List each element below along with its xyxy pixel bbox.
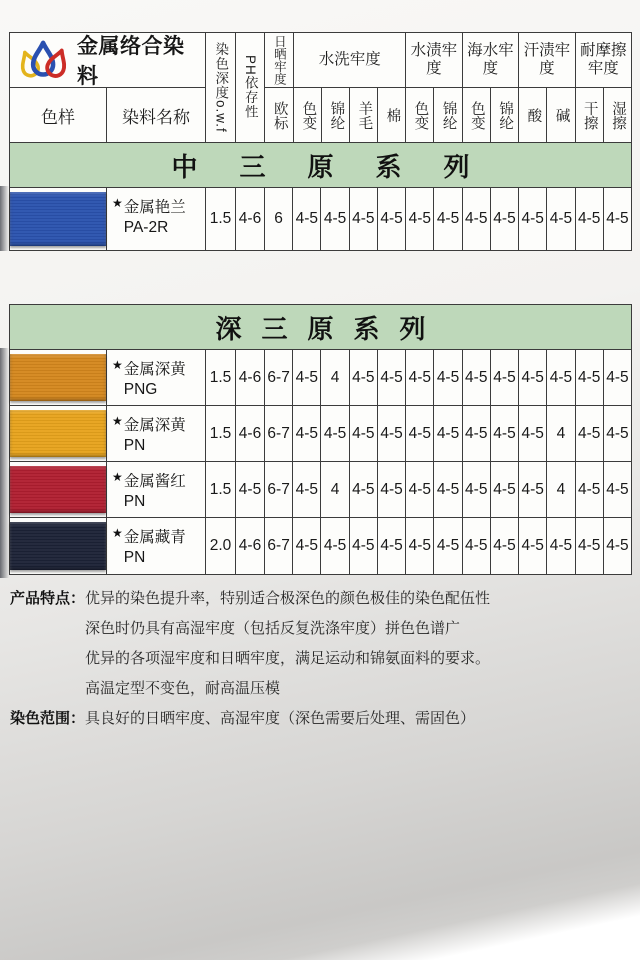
- fastness-value: 4-5: [406, 462, 434, 517]
- fabric-swatch: [10, 354, 106, 401]
- fastness-value: 4-5: [293, 188, 321, 250]
- fastness-value: 4-5: [406, 518, 434, 574]
- features-label: 产品特点：: [10, 590, 86, 607]
- group-label-light-fastness: 日晒牢度: [265, 33, 293, 88]
- col-header-cotton: 棉: [384, 107, 401, 123]
- color-sample-cell: [10, 406, 107, 461]
- group-label-wash-fastness: 水洗牢度: [294, 33, 405, 88]
- fastness-value: 4-5: [519, 406, 547, 461]
- fastness-value: 4-5: [378, 350, 406, 405]
- col-header-nylon: 锦纶: [322, 88, 350, 142]
- col-header-sample: 色样: [10, 88, 107, 142]
- fastness-value: 6: [265, 188, 293, 250]
- fastness-value: 4-5: [491, 350, 519, 405]
- dye-name-text: 金属酱红 PN: [123, 473, 186, 511]
- fastness-table-deep-series: [9, 304, 632, 575]
- brand-and-name-columns: [10, 33, 206, 142]
- fastness-value: 4-5: [434, 406, 462, 461]
- col-group-seawater-fastness: [463, 33, 519, 142]
- deep-series-rows: [10, 350, 631, 574]
- dye-name-cell: [107, 350, 206, 405]
- dye-name-text: 金属深黄 PNG: [123, 361, 186, 399]
- fastness-value: 6-7: [265, 350, 293, 405]
- group-label-seawater: 海水牢度: [463, 33, 518, 88]
- brand-cell: [10, 33, 205, 88]
- fastness-value: 4-5: [519, 462, 547, 517]
- dye-range-row: [10, 704, 632, 734]
- fastness-value: 4-5: [350, 350, 378, 405]
- fastness-value: 4-5: [378, 518, 406, 574]
- fabric-swatch: [10, 466, 106, 513]
- col-group-perspiration-fastness: [519, 33, 575, 142]
- fastness-value: 4-5: [576, 406, 604, 461]
- series-banner-mid: [10, 143, 631, 188]
- fastness-value: 4-5: [321, 518, 349, 574]
- fastness-value: 4-5: [293, 350, 321, 405]
- fastness-value: 4: [547, 406, 575, 461]
- fastness-value: 4-6: [236, 188, 265, 250]
- dye-range-lines: [85, 704, 475, 734]
- star-icon: ★: [112, 196, 123, 210]
- features-lines: [85, 584, 490, 704]
- fastness-value: 4-5: [350, 406, 378, 461]
- fastness-value: 4-5: [321, 406, 349, 461]
- col-group-light-fastness: [265, 33, 294, 142]
- dye-row: [10, 518, 631, 574]
- col-header-acid: 酸: [519, 88, 547, 142]
- sample-name-header-row: [10, 88, 205, 142]
- col-header-alkali: 碱: [553, 107, 570, 123]
- fastness-value: 4-5: [406, 406, 434, 461]
- fastness-value: 4-5: [519, 518, 547, 574]
- feature-line: 深色时仍具有高湿牢度（包括反复洗涤牢度）拼色色谱广: [85, 620, 461, 637]
- series-banner-text: 深三原系列: [215, 313, 446, 344]
- fastness-value: 4-5: [606, 368, 629, 386]
- fastness-value: 4-5: [378, 462, 406, 517]
- col-header-color-change: 色变: [294, 88, 322, 142]
- fastness-value: 4-6: [236, 350, 265, 405]
- group-label-perspiration: 汗渍牢度: [519, 33, 574, 88]
- fastness-value: 1.5: [206, 406, 236, 461]
- fastness-value: 4-6: [236, 518, 265, 574]
- dye-name-cell: [107, 188, 206, 250]
- col-header-nylon: 锦纶: [497, 100, 514, 130]
- col-group-wash-fastness: [294, 33, 406, 142]
- fastness-value: 4-5: [293, 518, 321, 574]
- col-header-euro-standard: 欧标: [271, 100, 288, 130]
- star-icon: ★: [112, 414, 123, 428]
- fastness-value: 4-5: [606, 210, 629, 227]
- fastness-value: 4: [321, 350, 349, 405]
- fastness-value: 4-6: [236, 406, 265, 461]
- col-header-dye-name: 染料名称: [122, 107, 190, 127]
- fastness-value: 4-5: [293, 462, 321, 517]
- series-banner-deep: [10, 305, 631, 350]
- fastness-value: 4-5: [606, 424, 629, 442]
- col-header-nylon: 锦纶: [440, 100, 457, 130]
- features-row: [10, 584, 632, 704]
- brand-title: 金属络合染料: [77, 35, 185, 88]
- fastness-value: 4-5: [350, 518, 378, 574]
- feature-line: 高温定型不变色，耐高温压模: [85, 680, 281, 697]
- fastness-value: 4-5: [463, 350, 491, 405]
- feature-line: 优异的各项湿牢度和日晒牢度，满足运动和锦氨面料的要求。: [85, 650, 491, 667]
- fastness-value: 4-5: [491, 462, 519, 517]
- fastness-value: 6-7: [265, 406, 293, 461]
- fastness-value: 4-5: [547, 188, 575, 250]
- fastness-value: 4-5: [434, 518, 462, 574]
- fastness-value: 4-5: [463, 406, 491, 461]
- dye-name-cell: [107, 462, 206, 517]
- fastness-value: 4-5: [434, 350, 462, 405]
- dye-name-text: 金属藏青 PN: [123, 529, 186, 567]
- fastness-value: 4-5: [606, 480, 629, 498]
- fastness-value: 4-5: [350, 188, 378, 250]
- fastness-value: 4-5: [378, 406, 406, 461]
- fastness-value: 4-5: [321, 188, 349, 250]
- fastness-value: 4-5: [236, 462, 265, 517]
- fastness-value: 4-5: [406, 188, 434, 250]
- fastness-value: 4-5: [434, 188, 462, 250]
- fastness-value: 4-5: [576, 188, 604, 250]
- star-icon: ★: [112, 358, 123, 372]
- group-label-water-stain: 水渍牢度: [406, 33, 461, 88]
- dye-name-cell: [107, 406, 206, 461]
- fastness-value: 4-5: [463, 518, 491, 574]
- color-sample-cell: [10, 188, 107, 250]
- fastness-value: 4-5: [434, 462, 462, 517]
- col-header-color-change: 色变: [406, 88, 434, 142]
- product-notes: [10, 584, 632, 734]
- dye-row: [10, 188, 631, 250]
- star-icon: ★: [112, 470, 123, 484]
- fastness-value: 4-5: [519, 350, 547, 405]
- col-group-water-stain-fastness: [406, 33, 462, 142]
- fabric-swatch: [10, 522, 106, 570]
- fastness-value: 4-5: [519, 188, 547, 250]
- fastness-value: 4-5: [406, 350, 434, 405]
- feature-line: 优异的染色提升率，特别适合极深色的颜色极佳的染色配伍性: [85, 590, 491, 607]
- star-icon: ★: [112, 526, 123, 540]
- page-edge-shadow: [0, 186, 9, 251]
- fastness-value: 4: [547, 462, 575, 517]
- fastness-table-mid-series: [9, 32, 632, 251]
- dye-range-line: 具良好的日晒牢度、高湿牢度（深色需要后处理、需固色）: [85, 710, 476, 727]
- group-label-rubbing: 耐摩擦牢度: [576, 33, 631, 88]
- col-header-wet-rub: 湿擦: [610, 100, 627, 130]
- col-group-rubbing-fastness: [576, 33, 631, 142]
- fastness-value: 1.5: [206, 350, 236, 405]
- table-header: [10, 33, 631, 143]
- fastness-value: 4: [321, 462, 349, 517]
- three-drops-logo-icon: [15, 36, 73, 84]
- fastness-value: 4-5: [547, 350, 575, 405]
- fastness-value: 4-5: [350, 462, 378, 517]
- fastness-value: 6-7: [265, 462, 293, 517]
- col-header-color-change: 色变: [463, 88, 491, 142]
- fabric-swatch: [10, 410, 106, 457]
- color-sample-cell: [10, 350, 107, 405]
- fastness-value: 4-5: [293, 406, 321, 461]
- fastness-value: 4-5: [576, 350, 604, 405]
- fastness-value: 4-5: [491, 518, 519, 574]
- fastness-value: 1.5: [206, 188, 236, 250]
- col-header-dry-rub: 干擦: [576, 88, 604, 142]
- fastness-value: 4-5: [491, 188, 519, 250]
- fastness-value: 4-5: [576, 518, 604, 574]
- fastness-value: 6-7: [265, 518, 293, 574]
- fastness-value: 4-5: [491, 406, 519, 461]
- col-header-depth-owf: 染色深度o.w.f: [206, 33, 236, 142]
- fastness-value: 1.5: [206, 462, 236, 517]
- fastness-value: 2.0: [206, 518, 236, 574]
- fastness-value: 4-5: [378, 188, 406, 250]
- dye-row: [10, 350, 631, 406]
- dye-range-label: 染色范围：: [10, 710, 86, 727]
- col-header-ph-dependence: PH依存性: [236, 33, 265, 142]
- col-header-wool: 羊毛: [350, 88, 378, 142]
- fastness-value: 4-5: [463, 462, 491, 517]
- dye-name-cell: [107, 518, 206, 574]
- fastness-value: 4-5: [606, 537, 629, 554]
- dye-name-text: 金属深黄 PN: [123, 417, 186, 455]
- page-edge-shadow: [0, 348, 9, 578]
- dye-name-text: 金属艳兰 PA-2R: [123, 199, 186, 237]
- fabric-swatch: [10, 192, 106, 246]
- series-banner-text: 中三原系列: [171, 151, 512, 182]
- mid-series-rows: [10, 188, 631, 250]
- color-sample-cell: [10, 462, 107, 517]
- fastness-value: 4-5: [463, 188, 491, 250]
- fastness-value: 4-5: [576, 462, 604, 517]
- color-sample-cell: [10, 518, 107, 574]
- fastness-value: 4-5: [547, 518, 575, 574]
- dye-row: [10, 406, 631, 462]
- dye-row: [10, 462, 631, 518]
